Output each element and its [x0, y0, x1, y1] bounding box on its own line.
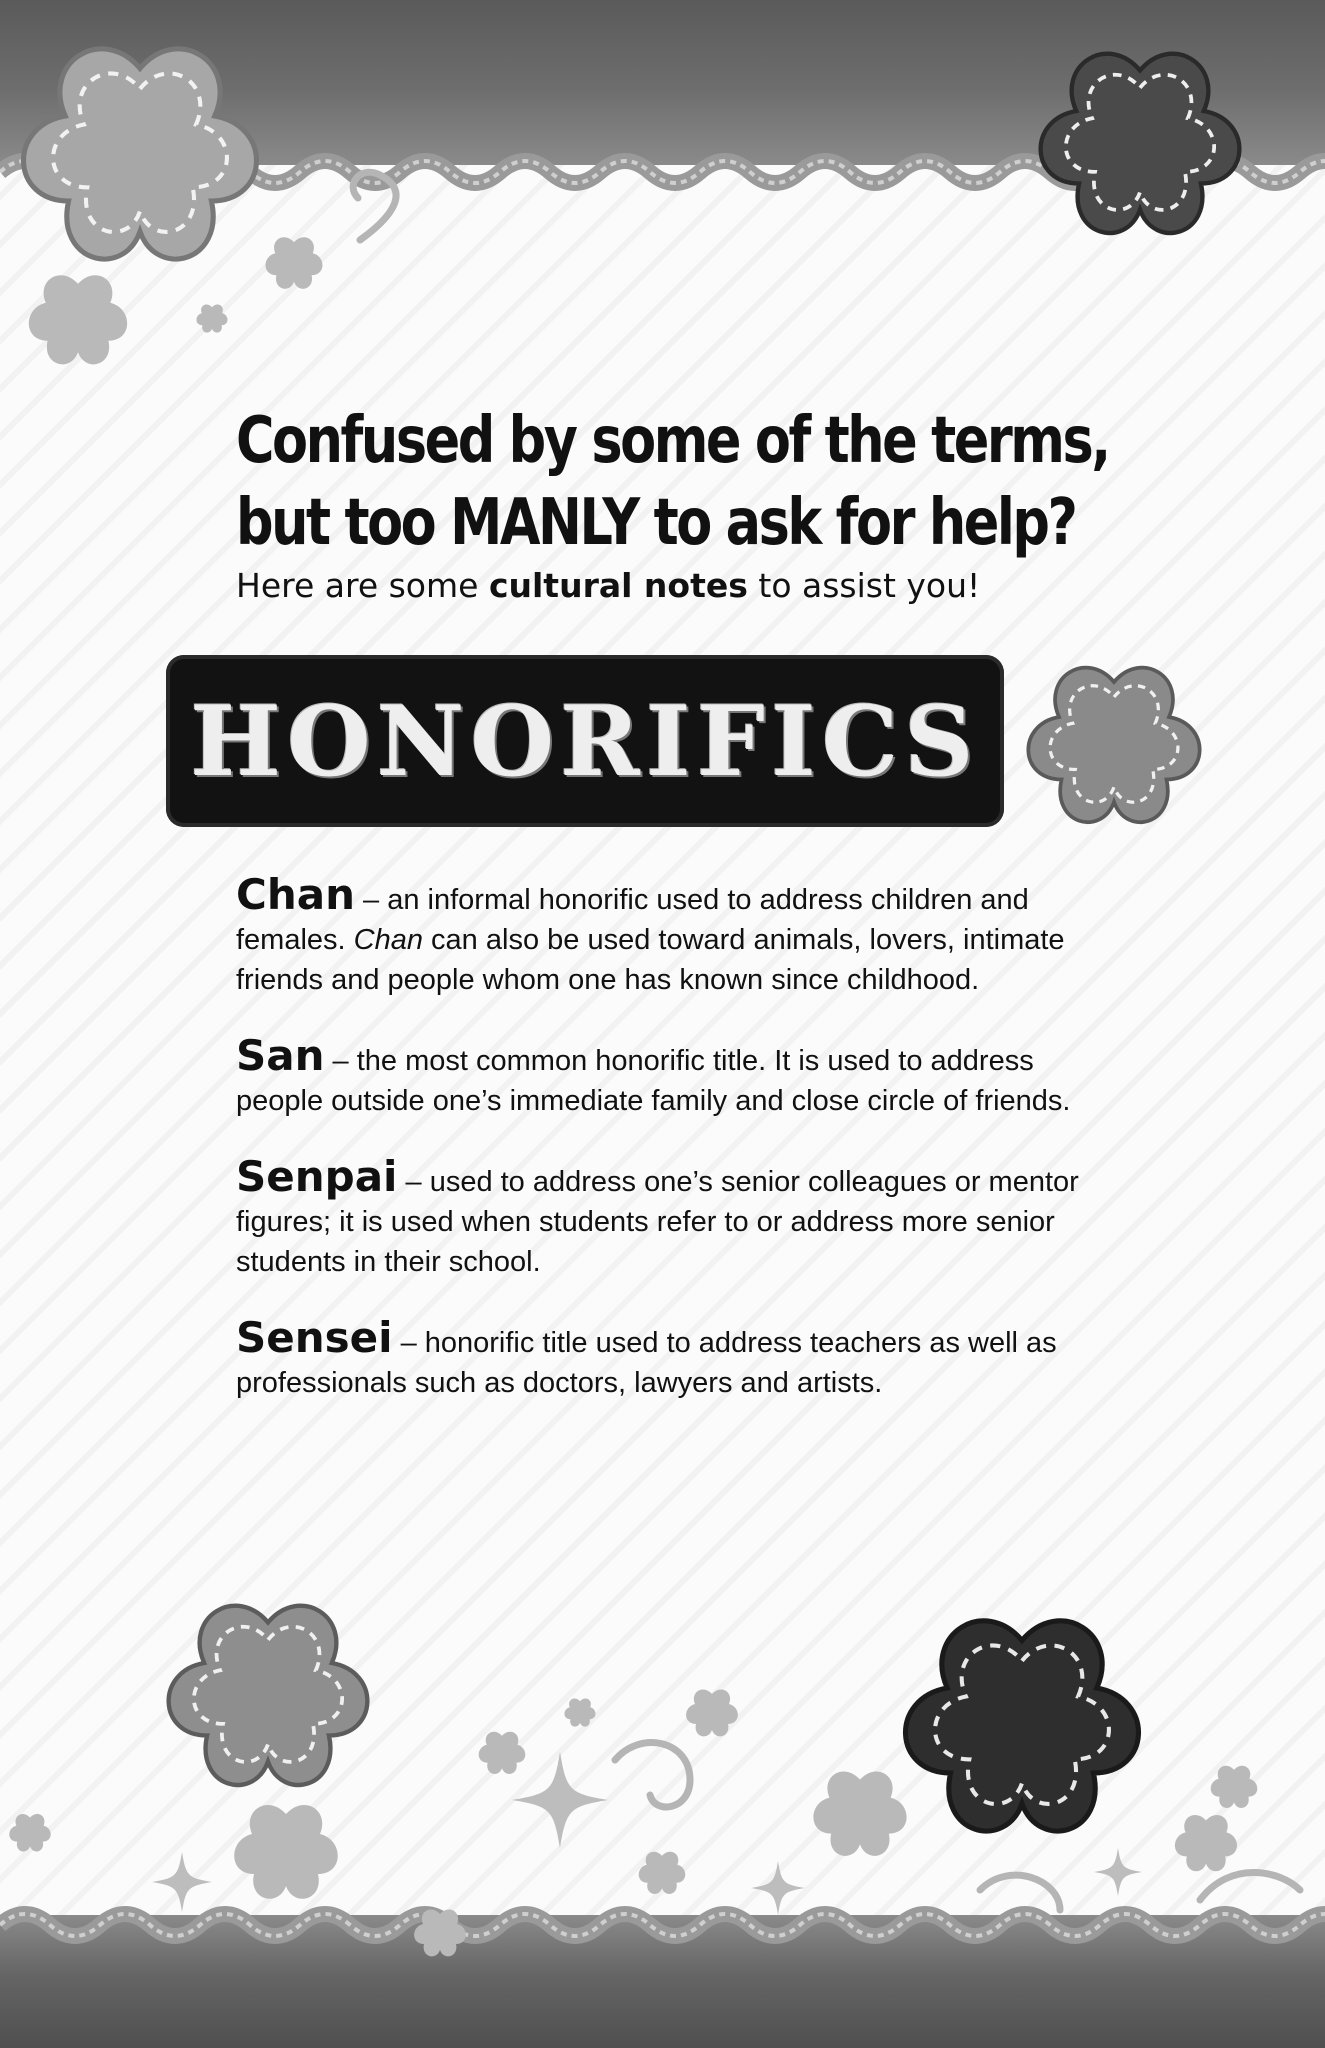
- term-sensei: [236, 1313, 1086, 1403]
- term-name: Sensei: [236, 1313, 393, 1362]
- term-name: Chan: [236, 870, 355, 919]
- term-dash: –: [392, 1327, 425, 1359]
- term-name: Senpai: [236, 1152, 398, 1201]
- flower-patch-icon: [169, 1606, 368, 1785]
- honorifics-badge: [166, 655, 1004, 827]
- headline: [236, 400, 1109, 564]
- subline-after: to assist you!: [747, 566, 981, 605]
- subline: [236, 566, 980, 605]
- term-dash: –: [354, 884, 388, 916]
- term-definition: honorific title used to address teachers as well as professionals such as doctors, lawyers and artists.: [236, 1327, 1057, 1399]
- term-dash: –: [324, 1045, 357, 1077]
- term-senpai: [236, 1152, 1086, 1282]
- term-name: San: [236, 1031, 325, 1080]
- term-san: [236, 1031, 1086, 1121]
- honorifics-badge-label: HONORIFICS: [190, 684, 980, 798]
- term-definition: the most common honorific title. It is used to address people outside one’s immediate family and close circle of friends.: [236, 1045, 1071, 1117]
- term-text-before: an informal honorific used to address children and females.: [236, 884, 1029, 956]
- term-dash: –: [397, 1166, 430, 1198]
- flower-patch-icon: [1041, 54, 1240, 233]
- terms-list: [236, 870, 1086, 1439]
- subline-bold: cultural notes: [488, 566, 748, 605]
- flower-patch-icon: [24, 49, 257, 259]
- flower-patch-icon: [1028, 668, 1199, 823]
- flower-patch-icon: [906, 1621, 1139, 1831]
- headline-line-1: Confused by some of the terms,: [236, 404, 1109, 478]
- term-text-after: can also be used toward animals, lovers, intimate friends and people whom one has known since childhood.: [236, 924, 1065, 996]
- term-text-italic: Chan: [353, 924, 423, 956]
- subline-before: Here are some: [236, 566, 489, 605]
- headline-line-2: but too MANLY to ask for help?: [236, 486, 1076, 560]
- term-definition: used to address one’s senior colleagues or mentor figures; it is used when students refer to or address more senior students in their school.: [236, 1166, 1079, 1278]
- term-chan: [236, 870, 1086, 1000]
